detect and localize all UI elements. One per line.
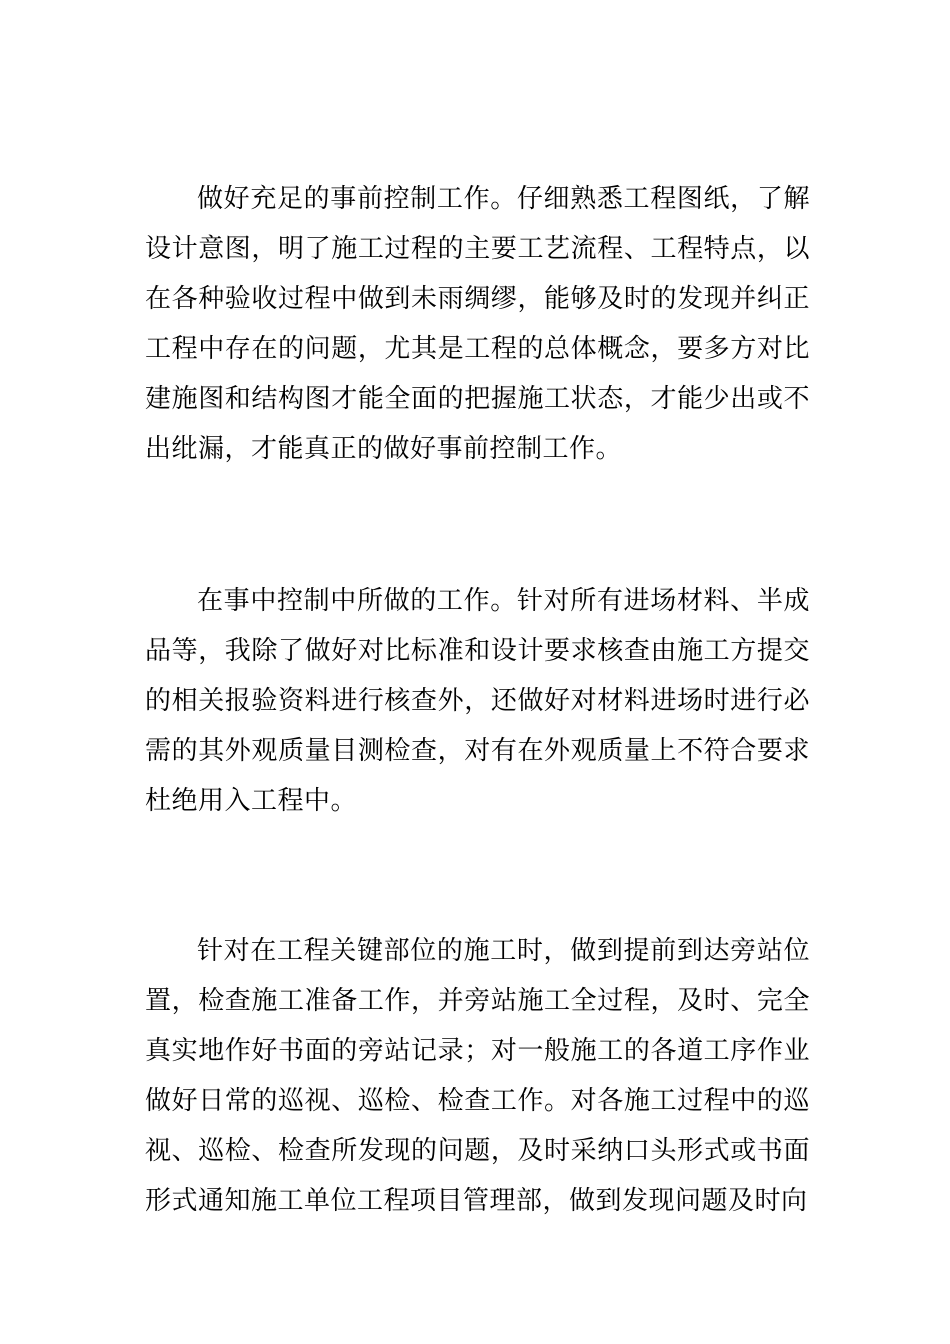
paragraph-pre-control: 做好充足的事前控制工作。仔细熟悉工程图纸，了解设计意图，明了施工过程的主要工艺流程、工程特点，以在各种验收过程中做到未雨绸缪，能够及时的发现并纠正工程中存在的问题，尤其是工程的总体概念，要多方对比建施图和结构图才能全面的把握施工状态，才能少出或不出纰漏，才能真正的做好事前控制工作。 bbox=[145, 184, 810, 464]
paragraph-in-process-control: 在事中控制中所做的工作。针对所有进场材料、半成品等，我除了做好对比标准和设计要求核查由施工方提交的相关报验资料进行核查外，还做好对材料进场时进行必需的其外观质量目测检查，对有在外观质量上不符合要求杜绝用入工程中。 bbox=[145, 586, 810, 816]
paragraph-key-part-supervision: 针对在工程关键部位的施工时，做到提前到达旁站位置，检查施工准备工作，并旁站施工全过程，及时、完全真实地作好书面的旁站记录；对一般施工的各道工序作业做好日常的巡视、巡检、检查工作。对各施工过程中的巡视、巡检、检查所发现的问题，及时采纳口头形式或书面形式通知施工单位工程项目管理部，做到发现问题及时向 bbox=[145, 936, 810, 1216]
